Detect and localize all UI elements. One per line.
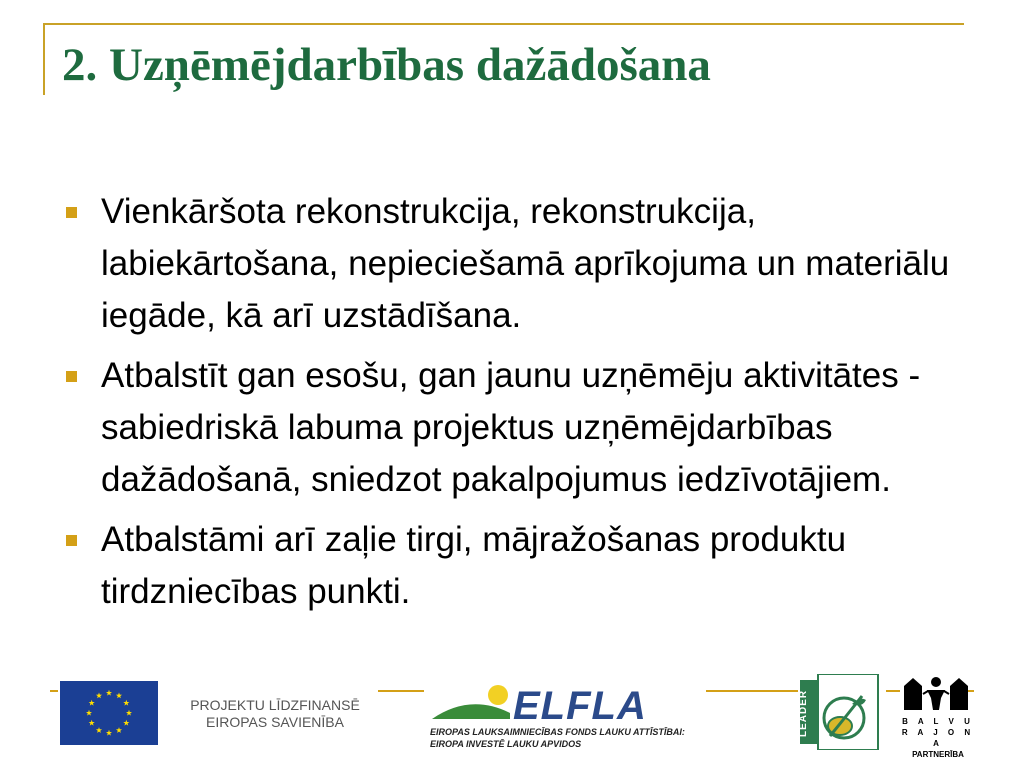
balvu-label-line3: PARTNERĪBA: [912, 750, 964, 759]
footer-divider: [706, 690, 798, 692]
balvu-label-line2: R A J O N A: [901, 728, 975, 748]
balvu-partnership-label: [898, 716, 978, 760]
bullet-item: [62, 186, 962, 342]
bullet-square-icon: [66, 207, 77, 218]
elfla-wordmark: ELFLA: [513, 684, 647, 728]
leader-wordmark: LEADER: [798, 689, 809, 737]
elfla-caption: [430, 726, 710, 750]
bullet-item: [62, 514, 962, 618]
eu-label-line1: PROJEKTU LĪDZFINANSĒ: [190, 697, 360, 713]
eu-flag-icon: [60, 681, 158, 745]
footer-divider: [886, 690, 900, 692]
bullet-text: Atbalstīt gan esošu, gan jaunu uzņēmēju aktivitātes -sabiedriskā labuma projektus uzņēmējdarbības dažādošanā, sniedzot pakalpojumus iedzīvotājiem.: [101, 356, 921, 499]
bullet-text: Vienkāršota rekonstrukcija, rekonstrukcija, labiekārtošana, nepieciešamā aprīkojuma un materiālu iegāde, kā arī uzstādīšana.: [101, 192, 950, 335]
footer-divider: [50, 690, 58, 692]
slide-title: 2. Uzņēmējdarbības dažādošana: [62, 39, 711, 91]
bullet-list: [62, 186, 962, 626]
bullet-item: [62, 350, 962, 506]
eu-label-line2: EIROPAS SAVIENĪBA: [206, 714, 344, 730]
bullet-square-icon: [66, 371, 77, 382]
elfla-caption-line2: EIROPA INVESTĒ LAUKU APVIDOS: [430, 739, 582, 749]
title-frame-top-line: [43, 23, 964, 25]
bullet-text: Atbalstāmi arī zaļie tirgi, mājražošanas produktu tirdzniecības punkti.: [101, 520, 847, 611]
balvu-partnership-logo-icon: [903, 676, 969, 712]
elfla-caption-line1: EIROPAS LAUKSAIMNIECĪBAS FONDS LAUKU ATTĪSTĪBAI:: [430, 727, 685, 737]
bullet-square-icon: [66, 535, 77, 546]
eu-cofinance-label: [170, 697, 380, 731]
balvu-label-line1: B A L V U: [902, 717, 974, 726]
title-frame-left-line: [43, 23, 45, 95]
footer-divider: [378, 690, 424, 692]
